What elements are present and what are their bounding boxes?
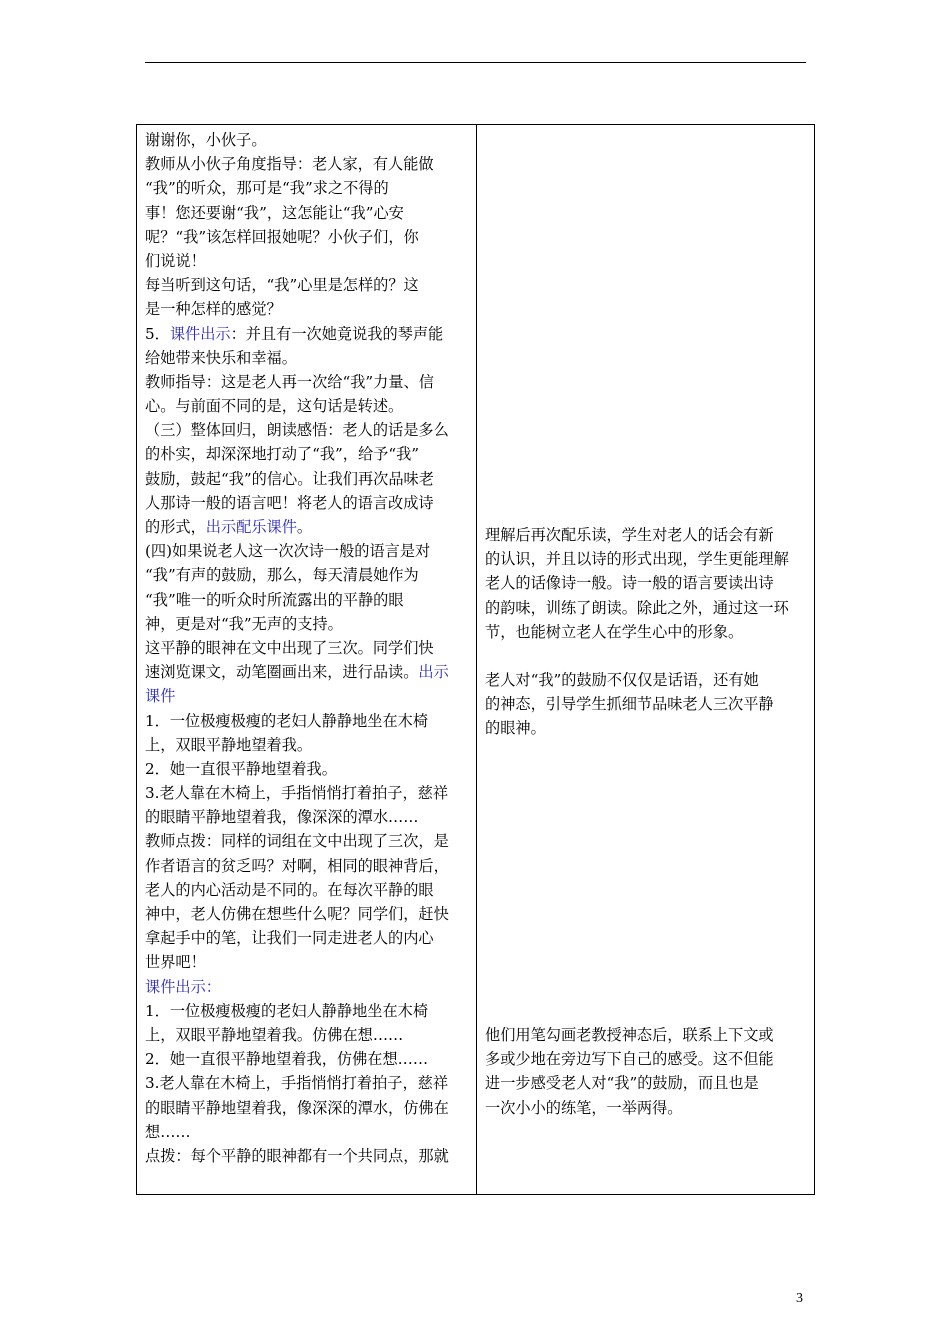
note-line: 老人的话像诗一般。诗一般的语言要读出诗: [485, 574, 774, 593]
text-line: [145, 1120, 471, 1144]
text-segment: 呢？“我”该怎样回报她呢？小伙子们，你: [145, 227, 419, 246]
text-line: [145, 515, 471, 539]
text-line: [145, 176, 471, 200]
text-segment: 上，双眼平静地望着我。: [145, 735, 313, 754]
text-line: [145, 878, 471, 902]
text-segment: 世界吧！: [145, 953, 206, 972]
text-line: [145, 709, 471, 733]
courseware-link-text: 课件: [145, 687, 176, 706]
text-segment: 每当听到这句话，“我”心里是怎样的？这: [145, 276, 419, 295]
text-line: [145, 225, 471, 249]
text-segment: 鼓励，鼓起“我”的信心。让我们再次品味老: [145, 469, 434, 488]
text-segment: 给她带来快乐和幸福。: [145, 348, 297, 367]
teaching-process-column: [137, 125, 477, 1194]
text-line: [145, 467, 471, 491]
note-line: 的神态，引导学生抓细节品味老人三次平静: [485, 695, 774, 714]
text-line: [145, 902, 471, 926]
text-line: [145, 733, 471, 757]
lesson-table: [136, 124, 815, 1195]
text-segment: 速浏览课文，动笔圈画出来，进行品读。: [145, 663, 419, 682]
text-line: [145, 612, 471, 636]
text-line: [145, 926, 471, 950]
text-segment: ：并且有一次她竟说我的琴声能: [230, 324, 444, 343]
text-line: [145, 999, 471, 1023]
note-line: 的眼神。: [485, 719, 546, 738]
text-line: [145, 1144, 471, 1168]
text-line: [145, 975, 471, 999]
text-segment: 作者语言的贫乏吗？对啊，相同的眼神背后，: [145, 856, 449, 875]
text-line: [145, 636, 471, 660]
text-segment: 这平静的眼神在文中出现了三次。同学们快: [145, 638, 434, 657]
text-segment: “我”的听众，那可是“我”求之不得的: [145, 179, 389, 198]
text-line: [145, 950, 471, 974]
text-line: [145, 322, 471, 346]
text-segment: 的眼睛平静地望着我，像深深的潭水，仿佛在: [145, 1098, 449, 1117]
text-line: [145, 128, 471, 152]
text-segment: 事！您还要谢“我”，这怎能让“我”心安: [145, 203, 404, 222]
note-line: 一次小小的练笔，一举两得。: [485, 1098, 683, 1117]
text-line: [145, 1096, 471, 1120]
text-segment: 是一种怎样的感觉？: [145, 300, 282, 319]
text-line: [145, 201, 471, 225]
text-line: [145, 1023, 471, 1047]
text-line: [145, 660, 471, 684]
text-segment: 的形式，: [145, 518, 206, 536]
text-line: [145, 805, 471, 829]
courseware-link-text: 课件出示：: [145, 977, 221, 996]
note-line: 理解后再次配乐读，学生对老人的话会有新: [485, 526, 774, 544]
text-line: [145, 273, 471, 297]
text-line: [145, 1047, 471, 1071]
text-line: [145, 539, 471, 563]
note-line: 进一步感受老人对“我”的鼓励，而且也是: [485, 1074, 759, 1093]
text-segment: 。: [296, 518, 313, 536]
text-line: [145, 394, 471, 418]
text-segment: 2．她一直很平静地望着我，仿佛在想……: [145, 1050, 429, 1069]
text-segment: 的眼睛平静地望着我，像深深的潭水……: [145, 808, 419, 827]
text-segment: 2．她一直很平静地望着我。: [145, 759, 337, 778]
design-note-2: [485, 668, 774, 741]
header-rule: [145, 62, 806, 63]
text-segment: 教师点拨：同样的词组在文中出现了三次，是: [145, 832, 449, 851]
courseware-link-text: 课件出示: [169, 324, 231, 343]
text-segment: 神中，老人仿佛在想些什么呢？同学们，赶快: [145, 905, 449, 923]
design-note-3: [485, 1023, 774, 1120]
text-segment: 拿起手中的笔，让我们一同走进老人的内心: [145, 929, 434, 948]
text-line: [145, 684, 471, 708]
text-line: [145, 491, 471, 515]
courseware-link-text: 出示: [418, 663, 449, 682]
design-intent-column: [477, 125, 814, 1194]
text-line: [145, 152, 471, 176]
text-line: [145, 442, 471, 466]
text-segment: (四)如果说老人这一次次诗一般的语言是对: [145, 542, 431, 561]
note-line: 节，也能树立老人在学生心中的形象。: [485, 622, 744, 641]
note-line: 老人对“我”的鼓励不仅仅是话语，还有她: [485, 671, 759, 689]
text-segment: 1．一位极瘦极瘦的老妇人静静地坐在木椅: [145, 1001, 429, 1020]
design-note-1: [485, 523, 789, 644]
text-line: [145, 346, 471, 370]
text-segment: 1．一位极瘦极瘦的老妇人静静地坐在木椅: [145, 711, 429, 730]
text-segment: 3.老人靠在木椅上，手指悄悄打着拍子，慈祥: [145, 784, 449, 803]
note-line: 的认识，并且以诗的形式出现，学生更能理解: [485, 550, 789, 569]
text-line: [145, 854, 471, 878]
text-line: [145, 370, 471, 394]
courseware-link-text: 出示配乐课件: [205, 518, 297, 536]
text-line: [145, 781, 471, 805]
text-segment: 神，更是对“我”无声的支持。: [145, 614, 343, 633]
text-line: [145, 418, 471, 442]
text-line: [145, 1071, 471, 1095]
text-line: [145, 829, 471, 853]
text-line: [145, 297, 471, 321]
note-line: 的韵味，训练了朗读。除此之外，通过这一环: [485, 598, 789, 617]
text-line: [145, 249, 471, 273]
text-segment: 的朴实，却深深地打动了“我”，给予“我”: [145, 445, 420, 464]
text-segment: （三）整体回归，朗读感悟：老人的话是多么: [145, 421, 449, 440]
text-segment: 教师从小伙子角度指导：老人家，有人能做: [145, 155, 434, 174]
text-segment: 谢谢你，小伙子。: [145, 131, 267, 149]
page-number: 3: [796, 1291, 803, 1306]
text-segment: 3.老人靠在木椅上，手指悄悄打着拍子，慈祥: [145, 1074, 449, 1093]
text-segment: 想……: [145, 1122, 191, 1141]
text-segment: “我”有声的鼓励，那么，每天清晨她作为: [145, 566, 419, 585]
text-segment: “我”唯一的听众时所流露出的平静的眼: [145, 590, 404, 609]
text-line: [145, 757, 471, 781]
text-segment: 5．: [145, 324, 170, 343]
text-segment: 点拨：每个平静的眼神都有一个共同点，那就: [145, 1146, 449, 1165]
text-segment: 心。与前面不同的是，这句话是转述。: [145, 397, 404, 416]
text-line: [145, 588, 471, 612]
text-segment: 们说说！: [145, 251, 206, 270]
text-line: [145, 563, 471, 587]
text-segment: 人那诗一般的语言吧！将老人的语言改成诗: [145, 493, 434, 512]
note-line: 他们用笔勾画老教授神态后，联系上下文或: [485, 1026, 774, 1044]
note-line: 多或少地在旁边写下自己的感受。这不但能: [485, 1050, 774, 1069]
teaching-process-text: [145, 125, 471, 1168]
text-segment: 上，双眼平静地望着我。仿佛在想……: [145, 1025, 404, 1044]
text-segment: 教师指导：这是老人再一次给“我”力量、信: [145, 372, 434, 391]
text-segment: 老人的内心活动是不同的。在每次平静的眼: [145, 880, 434, 899]
